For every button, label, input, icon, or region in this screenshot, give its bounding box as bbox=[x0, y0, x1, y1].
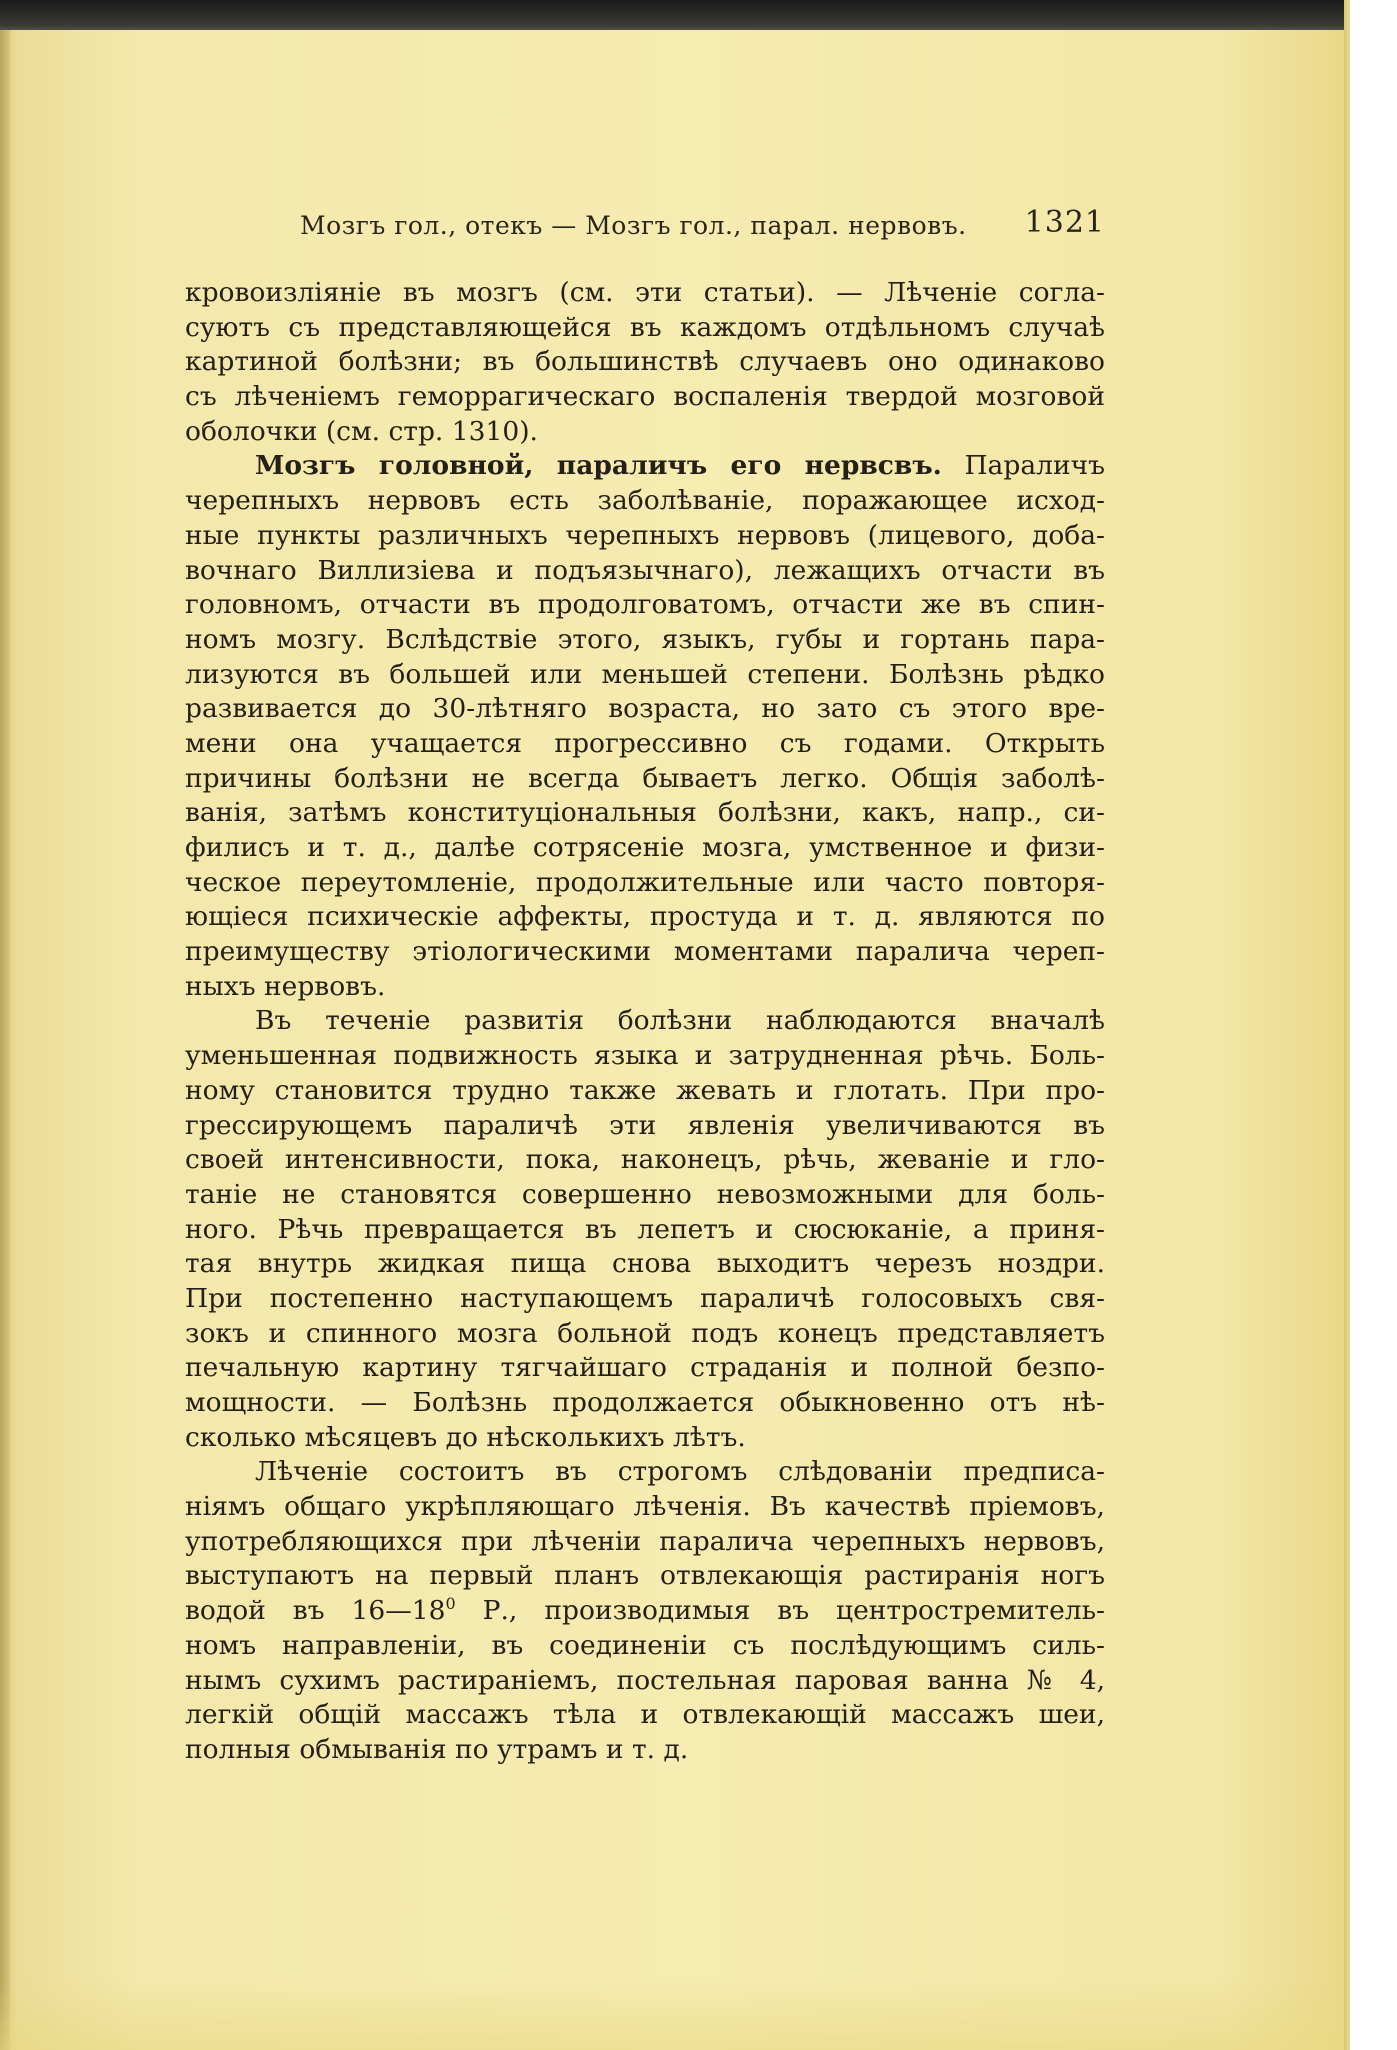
text-line bbox=[185, 1109, 1105, 1144]
line-text: употребляющихся при лѣченіи паралича черепныхъ нервовъ, bbox=[185, 1525, 1105, 1557]
line-text: ныхъ нервовъ. bbox=[185, 970, 386, 1002]
text-line bbox=[185, 345, 1105, 380]
text-line bbox=[185, 1629, 1105, 1664]
text-line bbox=[185, 415, 1105, 450]
text-line bbox=[185, 866, 1105, 901]
line-text: ному становится трудно также жевать и глотать. При про- bbox=[185, 1074, 1105, 1106]
article-heading: Мозгъ головной, параличъ его нервсвъ. bbox=[255, 450, 942, 482]
page-number: 1321 bbox=[1024, 205, 1105, 240]
line-text: таніе не становятся совершенно невозможными для боль- bbox=[185, 1178, 1105, 1210]
text-line bbox=[185, 1698, 1105, 1733]
text-line bbox=[185, 935, 1105, 970]
text-line bbox=[185, 1351, 1105, 1386]
text-line bbox=[185, 1004, 1105, 1039]
text-line bbox=[185, 449, 1105, 484]
text-line bbox=[185, 1490, 1105, 1525]
line-text: Параличъ bbox=[941, 450, 1105, 482]
line-text: сколько мѣсяцевъ до нѣсколькихъ лѣтъ. bbox=[185, 1421, 746, 1453]
line-text: легкій общій массажъ тѣла и отвлекающій массажъ шеи, bbox=[185, 1699, 1105, 1731]
line-text: лизуются въ большей или меньшей степени. Болѣзнь рѣдко bbox=[185, 658, 1105, 690]
line-text: тая внутрь жидкая пища снова выходитъ черезъ ноздри. bbox=[185, 1248, 1105, 1280]
line-text: уменьшенная подвижность языка и затрудненная рѣчь. Боль- bbox=[185, 1040, 1105, 1072]
text-line bbox=[185, 692, 1105, 727]
line-text: Въ теченіе развитія болѣзни наблюдаются вначалѣ bbox=[255, 1005, 1105, 1037]
line-text-tail: Р., производимыя въ центростремитель- bbox=[455, 1595, 1105, 1627]
text-line bbox=[185, 1074, 1105, 1109]
line-text: полныя обмыванія по утрамъ и т. д. bbox=[185, 1733, 689, 1765]
text-line bbox=[185, 588, 1105, 623]
line-text: печальную картину тягчайшаго страданія и полной безпо- bbox=[185, 1352, 1105, 1384]
line-text: ніямъ общаго укрѣпляющаго лѣченія. Въ качествѣ пріемовъ, bbox=[185, 1491, 1105, 1523]
line-text: номъ направленіи, въ соединеніи съ послѣдующимъ силь- bbox=[185, 1629, 1105, 1661]
text-line bbox=[185, 1664, 1105, 1699]
text-line bbox=[185, 727, 1105, 762]
line-text: грессирующемъ параличѣ эти явленія увеличиваются въ bbox=[185, 1109, 1105, 1141]
line-text: головномъ, отчасти въ продолговатомъ, отчасти же въ спин- bbox=[185, 589, 1105, 621]
line-text: ющіеся психическіе аффекты, простуда и т. д. являются по bbox=[185, 901, 1105, 933]
running-head-title: Мозгъ гол., отекъ — Мозгъ гол., парал. нервовъ. bbox=[300, 211, 967, 240]
line-text: Лѣченіе состоитъ въ строгомъ слѣдованіи предписа- bbox=[255, 1456, 1105, 1488]
text-line bbox=[185, 1039, 1105, 1074]
text-line bbox=[185, 1282, 1105, 1317]
text-line bbox=[185, 970, 1105, 1005]
text-line bbox=[185, 1594, 1105, 1629]
line-text: ные пункты различныхъ черепныхъ нервовъ (лицевого, доба- bbox=[185, 519, 1105, 551]
text-line bbox=[185, 762, 1105, 797]
text-line bbox=[185, 1317, 1105, 1352]
line-text: картиной болѣзни; въ большинствѣ случаевъ оно одинаково bbox=[185, 346, 1105, 378]
line-text: съ лѣченіемъ геморрагическаго воспаленія твердой мозговой bbox=[185, 381, 1105, 413]
text-line bbox=[185, 1178, 1105, 1213]
line-text: развивается до 30-лѣтняго возраста, но зато съ этого вре- bbox=[185, 693, 1105, 725]
scan-right-margin bbox=[1350, 0, 1397, 2050]
line-text: мощности. — Болѣзнь продолжается обыкновенно отъ нѣ- bbox=[185, 1387, 1105, 1418]
line-text: номъ мозгу. Вслѣдствіе этого, языкъ, губы и гортань пара- bbox=[185, 623, 1105, 655]
text-line bbox=[185, 1421, 1105, 1456]
line-text: вочнаго Виллизіева и подъязычнаго), лежащихъ отчасти въ bbox=[185, 554, 1105, 586]
line-text: нымъ сухимъ растираніемъ, постельная паровая ванна № 4, bbox=[185, 1664, 1105, 1696]
text-line bbox=[185, 380, 1105, 415]
text-line bbox=[185, 900, 1105, 935]
text-line bbox=[185, 1213, 1105, 1248]
text-line bbox=[185, 1143, 1105, 1178]
line-text: ного. Рѣчь превращается въ лепетъ и сюсюканіе, а приня- bbox=[185, 1213, 1105, 1245]
text-line bbox=[185, 1247, 1105, 1282]
superscript-degree: 0 bbox=[445, 1594, 456, 1614]
line-text: водой въ 16—18 bbox=[185, 1595, 446, 1627]
text-line bbox=[185, 311, 1105, 346]
text-line bbox=[185, 484, 1105, 519]
text-line bbox=[185, 1386, 1105, 1421]
text-line bbox=[185, 1559, 1105, 1594]
line-text: суютъ съ представляющейся въ каждомъ отдѣльномъ случаѣ bbox=[185, 311, 1105, 343]
line-text: кровоизліяніе въ мозгъ (см. эти статьи). — Лѣченіе согла- bbox=[185, 277, 1105, 308]
text-line bbox=[185, 831, 1105, 866]
line-text: ческое переутомленіе, продолжительные или часто повторя- bbox=[185, 866, 1105, 898]
line-text: преимуществу этіологическими моментами паралича череп- bbox=[185, 936, 1105, 968]
line-text: При постепенно наступающемъ параличѣ голосовыхъ свя- bbox=[185, 1282, 1105, 1314]
line-text: черепныхъ нервовъ есть заболѣваніе, поражающее исход- bbox=[185, 485, 1105, 517]
text-line bbox=[185, 554, 1105, 589]
text-line bbox=[185, 1455, 1105, 1490]
line-text: филисъ и т. д., далѣе сотрясеніе мозга, умственное и физи- bbox=[185, 832, 1105, 863]
text-line bbox=[185, 623, 1105, 658]
text-line bbox=[185, 276, 1105, 311]
line-text: причины болѣзни не всегда бываетъ легко. Общія заболѣ- bbox=[185, 762, 1105, 794]
line-text: мени она учащается прогрессивно съ годами. Открыть bbox=[185, 727, 1105, 759]
line-text: своей интенсивности, пока, наконецъ, рѣчь, жеваніе и гло- bbox=[185, 1144, 1105, 1176]
text-line bbox=[185, 1525, 1105, 1560]
line-text: зокъ и спинного мозга больной подъ конецъ представляетъ bbox=[185, 1317, 1105, 1349]
running-head bbox=[185, 205, 1105, 245]
line-text: выступаютъ на первый планъ отвлекающія растиранія ногъ bbox=[185, 1560, 1105, 1592]
page-left-edge bbox=[0, 30, 10, 2050]
body-text bbox=[185, 276, 1105, 1768]
text-line bbox=[185, 658, 1105, 693]
text-line bbox=[185, 519, 1105, 554]
line-text: ванія, затѣмъ конституціональныя болѣзни, какъ, напр., си- bbox=[185, 797, 1105, 829]
page-bottom-shade bbox=[0, 1980, 1346, 2050]
text-line bbox=[185, 1733, 1105, 1768]
line-text: оболочки (см. стр. 1310). bbox=[185, 415, 538, 447]
text-line bbox=[185, 796, 1105, 831]
